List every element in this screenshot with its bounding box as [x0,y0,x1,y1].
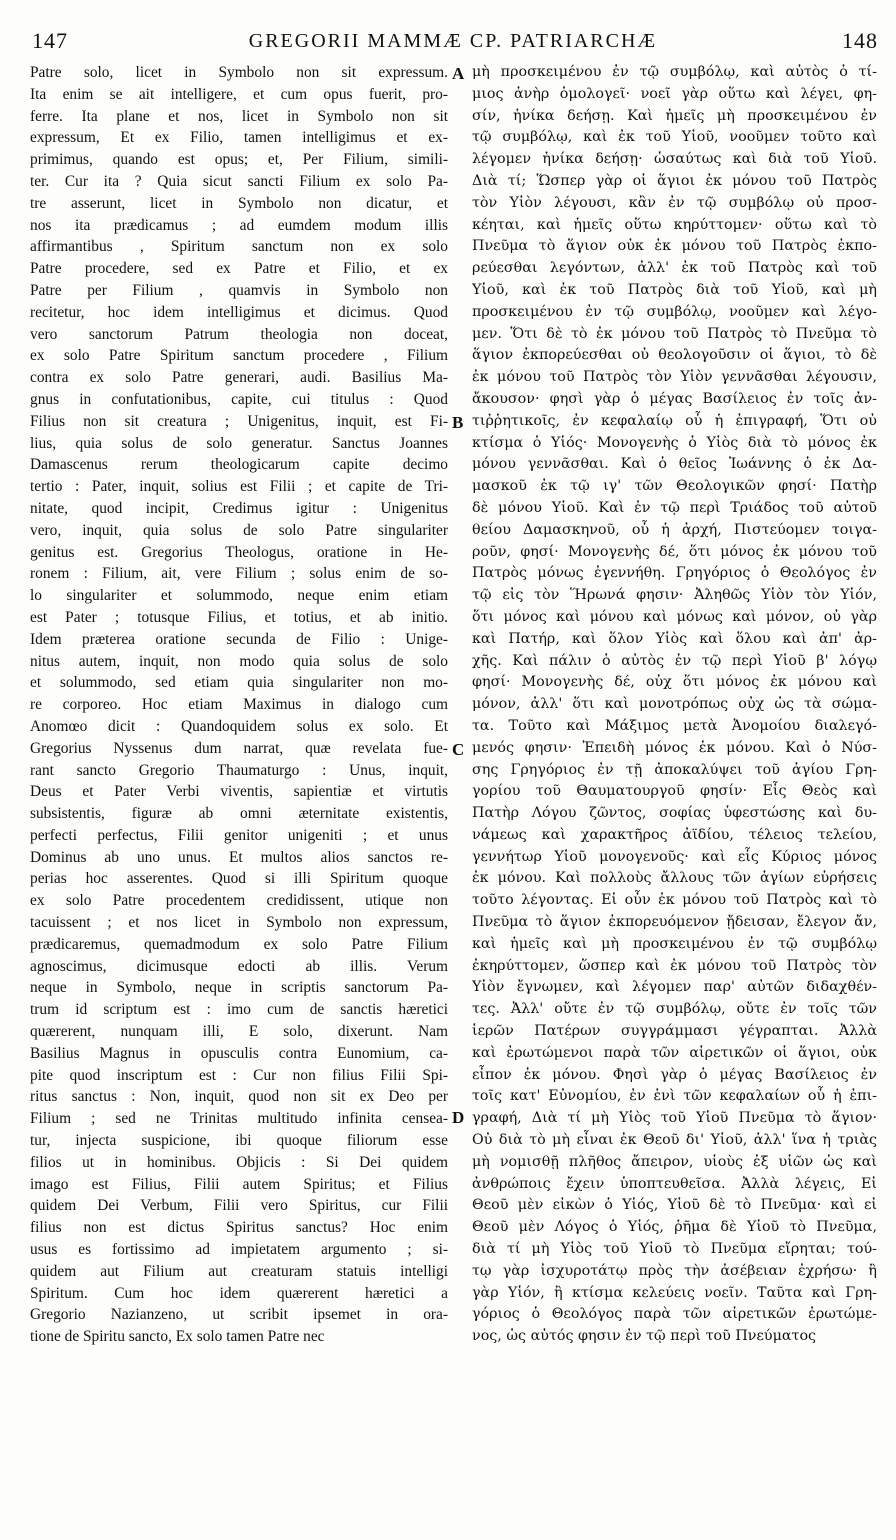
text-line: Deus et Pater Verbi viventis, sapientiæ et virtutis [30,783,448,801]
text-line: Patre per Filium , quamvis in Symbolo non [30,281,448,299]
text-line: tione de Spiritu sancto, Ex solo tamen Patre nec [30,1328,325,1346]
text-line: Idem præterea oratione secunda de Filio : Unige- [30,630,448,648]
text-line: διὰ τί μὴ Υἱὸς τοῦ Υἱοῦ τὸ Πνεῦμα εἴρηται; τού- [472,1241,877,1258]
text-line: Filium ; sed ne Trinitas multitudo infinita censea- [30,1110,448,1128]
text-line: μιος ἀνὴρ ὁμολογεῖ· νοεῖ γὰρ οὕτω καὶ λέγει, φη- [472,85,877,102]
text-line: Patre procedere, sed ex Patre et Filio, et ex [30,260,448,278]
text-line: ronem : Filium, ait, vere Filium ; solus enim de so- [30,565,448,583]
text-line: μενός φησιν· Ἐπειδὴ μόνος ἐκ μόνου. Καὶ ὁ Νύσ- [472,739,877,756]
text-line: Θεοῦ μὲν Λόγος ὁ Υἱός, ῥῆμα δὲ Υἱοῦ τὸ Πνεῦμα, [472,1219,877,1236]
text-line: affirmantibus , Spiritum sanctum non ex solo [30,238,448,256]
text-line: χῆς. Καὶ πάλιν ὁ αὐτὸς ἐν τῷ περὶ Υἱοῦ β' λόγῳ [472,652,877,669]
text-line: ὅτι μόνος καὶ μόνου καὶ μόνως καὶ μόνον, οὐ γὰρ [472,608,877,625]
text-line: τες. Ἀλλ' οὔτε ἐν τῷ συμβόλῳ, οὔτε ἐν τοῖς τῶν [472,1001,877,1018]
text-line: κέηται, καὶ ἡμεῖς οὕτω κηρύττομεν· οὕτω καὶ τὸ [472,216,877,233]
text-line: Οὐ διὰ τὸ μὴ εἶναι ἐκ Θεοῦ δι' Υἱοῦ, ἀλλ' ἵνα ἡ τριὰς [472,1132,877,1149]
text-line: nitus autem, inquit, non modo quia solus de solo [30,652,448,670]
text-line: Patre solo, licet in Symbolo non sit expressum. [30,64,448,81]
latin-column [30,62,448,1348]
running-header [28,28,878,58]
text-line: τῳ γὰρ ἰσχυροτάτῳ πρὸς τὴν ἀσέβειαν ἐχρήσω· ἢ [472,1262,877,1279]
text-line: recitetur, hoc idem intelligimus et dicimus. Quod [30,303,448,321]
text-line: filius non est dictus Spiritus sanctus? Hoc enim [30,1219,448,1237]
text-line: γεννήτωρ Υἱοῦ μονογενοῦς· καὶ εἷς Κύριος μόνος [472,848,877,865]
text-line: rant sancto Gregorio Thaumaturgo : Unus, inquit, [30,761,448,779]
text-line: Ita enim se ait intelligere, et cum opus fuerit, pro- [30,85,448,103]
text-line: Θεοῦ μὲν εἰκὼν ὁ Υἱός, Υἱοῦ δὲ τὸ Πνεῦμα· καὶ εἰ [472,1197,877,1214]
text-line: καὶ ἐρωτώμενοι παρὰ τῶν αἱρετικῶν οἱ ἅγιοι, οὐκ [472,1044,877,1061]
text-line: ἱερῶν Πατέρων συγγράμμασι γέγραπται. Ἀλλὰ [472,1023,877,1040]
text-line: quærerent, nunquam illi, E solo, dixerunt. Nam [30,1023,448,1041]
text-line: filios ut in hominibus. Objicis : Si Dei quidem [30,1153,448,1171]
text-line: est Pater ; totusque Filius, et totius, et ab initio. [30,608,448,626]
text-line: δὲ μόνου Υἱοῦ. Καὶ ἐν τῷ περὶ Τριάδος τοῦ αὐτοῦ [472,499,877,516]
greek-column [472,62,877,1348]
text-line: μεν. Ὅτι δὲ τὸ ἐκ μόνου τοῦ Πατρὸς τὸ Πνεῦμα τὸ [472,325,877,342]
text-line: contra ex solo Patre generari, audi. Basilius Ma- [30,369,448,387]
text-line: νάμεως καὶ χαρακτῆρος ἀϊδίου, τέλειος τελείου, [472,826,877,843]
text-line: quidem Dei Verbum, Filii vero Spiritus, cur Filii [30,1197,448,1215]
page-number-right: 148 [842,28,878,53]
page-number-left: 147 [32,28,68,53]
text-line: προσκειμένου ἐν τῷ συμβόλῳ, νοοῦμεν καὶ λέγο- [472,303,877,320]
text-line: ἅγιον ἐκπορεύεσθαι οὐ θεολογοῦσιν οἱ ἅγιοι, τὸ δὲ [472,347,877,364]
text-line: perias hoc asserentes. Quod si illi Spiritum quoque [30,870,448,888]
text-line: agnoscimus, dicimusque edocti ab illis. Verum [30,957,448,975]
text-line: μασκοῦ ἐκ τῷ ιγ' τῶν Θεολογικῶν φησί· Πατὴρ [472,478,877,495]
text-line: φησί· Μονογενὴς δέ, οὐχ ὅτι μόνος ἐκ μόνου καὶ [472,674,877,691]
text-line: εἶπον ἐκ μόνου. Φησὶ γὰρ ὁ μέγας Βασίλειος ἐν [472,1066,877,1083]
text-line: ritus sanctus : Non, inquit, quod non sit ex Deo per [30,1088,448,1106]
text-line: trum id scriptum est : imo cum de sanctis hæretici [30,1001,448,1019]
text-line: tertio : Pater, inquit, solius est Filii ; et capite de Tri- [30,478,448,496]
text-line: genitus est. Gregorius Theologus, oratione in He- [30,543,448,561]
text-line: Υἱὸν ἔγνωμεν, καὶ λέγομεν παρ' αὐτῶν διδαχθέν- [472,979,877,996]
text-line: Πνεῦμα τὸ ἅγιον οὐκ ἐκ μόνου τοῦ Πατρὸς ἐκπο- [472,238,877,255]
text-line: ἐκηρύττομεν, ὥσπερ καὶ ἐκ μόνου τοῦ Πατρὸς τὸν [472,957,877,974]
text-line: perfecti perfectus, Filii genitor unigeniti ; et unus [30,826,448,844]
text-line: pite quod inscriptum est : Cur non filius Filii Spi- [30,1066,448,1084]
text-line: gnus in confutationibus, capite, cui titulus : Quod [30,390,448,408]
text-line: Anomœo dicit : Quandoquidem solus ex solo. Et [30,717,448,735]
text-line: ρεύεσθαι λεγόντων, ἀλλ' ἐκ τοῦ Πατρὸς καὶ τοῦ [472,260,877,277]
text-line: Πνεῦμα τὸ ἅγιον ἐκπορευόμενον ᾔδεισαν, ἔλεγον ἄν, [472,914,877,931]
section-marker: D [452,1108,465,1127]
text-line: Damascenus rerum theologicarum capite decimo [30,456,448,474]
text-line: ἐκ μόνου τοῦ Πατρὸς τὸν Υἱὸν γεννᾶσθαι λέγουσιν, [472,369,877,386]
text-line: γραφή, Διὰ τί μὴ Υἱὸς τοῦ Υἱοῦ Πνεῦμα τὸ ἅγιον· [472,1110,877,1127]
running-title: GREGORII MAMMÆ CP. PATRIARCHÆ [248,30,658,52]
text-line: Basilius Magnus in opusculis contra Eunomium, ca- [30,1044,448,1062]
text-line: μὴ νομισθῇ πλῆθος ἄπειρον, υἱοὺς ἐξ υἱῶν ὡς καὶ [472,1153,877,1170]
text-line: τὸν Υἱὸν λέγουσι, κἂν ἐν τῷ συμβόλῳ οὐ προσ- [472,194,877,211]
text-line: Filius non sit creatura ; Unigenitus, inquit, est Fi- [30,412,448,430]
text-line: θείου Δαμασκηνοῦ, οὗ ἡ ἀρχή, Πιστεύομεν τοιγα- [472,521,877,538]
text-line: nitate, quod incipit, Credimus igitur : Unigenitus [30,499,448,517]
text-line: tacuissent ; et nos licet in Symbolo non expressum, [30,914,448,932]
text-line: γορίου τοῦ Θαυματουργοῦ φησίν· Εἷς Θεὸς καὶ [472,783,877,800]
text-line: νος, ὡς αὐτός φησιν ἐν τῷ περὶ τοῦ Πνεύματος [472,1328,817,1345]
text-line: lius, quia solus de solo generatur. Sanctus Joannes [30,434,448,452]
text-line: λέγομεν ἡνίκα δεήσῃ· ὡσαύτως καὶ διὰ τοῦ Υἱοῦ. [472,151,877,168]
text-line: γὰρ Υἱόν, ἢ κτίσμα κελεύεις νοεῖν. Ταῦτα καὶ Γρη- [472,1284,877,1301]
text-line: tur, injecta suspicione, ibi quoque filiorum esse [30,1132,448,1150]
text-line: σίν, ἡνίκα δεήσῃ. Καὶ ἡμεῖς μὴ προσκειμένου ἐν [472,107,877,124]
text-line: σης Γρηγόριος ἐν τῇ ἀποκαλύψει τοῦ ἁγίου Γρη- [472,761,877,778]
text-line: γόριος ὁ Θεολόγος παρὰ τῶν αἱρετικῶν ἐρωτώμε- [472,1306,877,1323]
text-line: ἐκ μόνου. Καὶ πολλοὺς ἄλλους τῶν ἁγίων εὑρήσεις [472,870,877,887]
section-marker: A [452,64,465,83]
text-line: tre asserunt, licet in Symbolo non dicatur, et [30,194,448,212]
text-line: καὶ Πατήρ, καὶ ὅλον Υἱὸς καὶ ὅλου καὶ ἀπ' ἀρ- [472,630,877,647]
text-line: vero sanctorum Patrum theologia non doceat, [30,325,448,343]
text-line: καὶ ἡμεῖς καὶ μὴ προσκειμένου ἐν τῷ συμβόλῳ [472,935,877,952]
text-line: Gregorius Nyssenus dum narrat, quæ revelata fue- [30,739,448,757]
text-line: ἄκουσον· φησὶ γὰρ ὁ μέγας Βασίλειος ἐν τοῖς ἀν- [472,390,877,407]
text-line: τα. Τοῦτο καὶ Μάξιμος μετὰ Ἀνομοίου διαλεγό- [472,717,877,734]
text-line: τῷ συμβόλῳ, καὶ ἐκ τοῦ Υἱοῦ, νοοῦμεν τοῦτο καὶ [472,129,877,146]
text-line: τοῦτο λέγοντας. Εἰ οὖν ἐκ μόνου τοῦ Πατρὸς καὶ τὸ [472,892,877,909]
text-line: ferre. Ita plane et nos, licet in Symbolo non sit [30,107,448,125]
text-line: ἀνθρώποις ἔχειν ὑποπτευθεῖσα. Ἀλλὰ λέγεις, Εἰ [472,1175,877,1192]
text-line: Dominus ab uno unus. Et multos alios sanctos re- [30,848,448,866]
text-line: κτίσμα ὁ Υἱός· Μονογενὴς ὁ Υἱὸς διὰ τὸ μόνος ἐκ [472,434,877,451]
text-line: prædicaremus, quemadmodum ex solo Patre Filium [30,935,448,953]
text-line: neque in Symbolo, neque in scriptis sanctorum Pa- [30,979,448,997]
text-line: lo singulariter et solummodo, neque enim etiam [30,587,448,605]
text-line: primimus, quando est opus; et, Per Filium, simili- [30,151,448,169]
text-line: τῷ εἰς τὸν Ἥρωνά φησιν· Ἀληθῶς Υἱὸν τὸν Υἱόν, [472,587,877,604]
text-line: et solummodo, sed etiam quia singulariter non mo- [30,674,448,692]
text-line: imago est Filius, Filii autem Spiritus; et Filius [30,1175,448,1193]
text-line: ex solo Patre Spiritum sanctum procedere , Filium [30,347,448,365]
text-line: nos ita prædicamus ; ad eumdem modum illis [30,216,448,234]
text-line: vero, inquit, quia solus de solo Patre singulariter [30,521,448,539]
text-line: usus es fortissimo ad impietatem argumento ; si- [30,1241,448,1259]
text-line: τιῤῥητικοῖς, ἐν κεφαλαίῳ οὗ ἡ ἐπιγραφή, Ὅτι οὐ [472,412,877,429]
text-line: Υἱοῦ, καὶ ἐκ τοῦ Πατρὸς διὰ τοῦ Υἱοῦ, καὶ μὴ [472,281,877,298]
text-line: ροῦν, φησί· Μονογενὴς δέ, ὅτι μόνος ἐκ μόνου τοῦ [472,543,877,560]
text-line: μόνου γεννᾶσθαι. Καὶ ὁ θεῖος Ἰωάννης ὁ ἐκ Δα- [472,456,877,473]
text-line: Spiritum. Cum hoc idem quærerent hæretici a [30,1284,448,1302]
text-line: quidem aut Filium aut creaturam statuis intelligi [30,1262,448,1280]
text-line: ex solo Patre procedentem credidissent, utique non [30,892,448,910]
text-line: subsistentis, figuræ ab omni æternitate existentis, [30,805,448,823]
text-line: τοῖς κατ' Εὐνομίου, ἐν ἑνὶ τῶν κεφαλαίων οὗ ἡ ἐπι- [472,1088,877,1105]
text-line: ter. Cur ita ? Quia sicut sancti Filium ex solo Pa- [30,172,448,190]
text-line: μόνον, ἀλλ' ὅτι καὶ μονοτρόπως οὐχ ὡς τὰ σώμα- [472,696,877,713]
text-line: Gregorio Nazianzeno, ut scribit ipsemet in ora- [30,1306,448,1324]
text-line: Πατὴρ Λόγου ζῶντος, σοφίας ὑφεστώσης καὶ δυ- [472,805,877,822]
section-marker: B [452,413,464,432]
text-line: expressum, Et ex Filio, tamen intelligimus et ex- [30,129,448,147]
section-marker: C [452,740,465,759]
text-line: re corporeo. Hoc etiam Maximus in dialogo cum [30,696,448,714]
text-line: Πατρὸς μόνως ἐγεννήθη. Γρηγόριος ὁ Θεολόγος ἐν [472,565,877,582]
text-line: Διὰ τί; Ὥσπερ γὰρ οἱ ἅγιοι ἐκ μόνου τοῦ Πατρὸς [472,172,877,189]
text-line: μὴ προσκειμένου ἐν τῷ συμβόλῳ, καὶ αὐτὸς ὁ τί- [472,64,877,80]
